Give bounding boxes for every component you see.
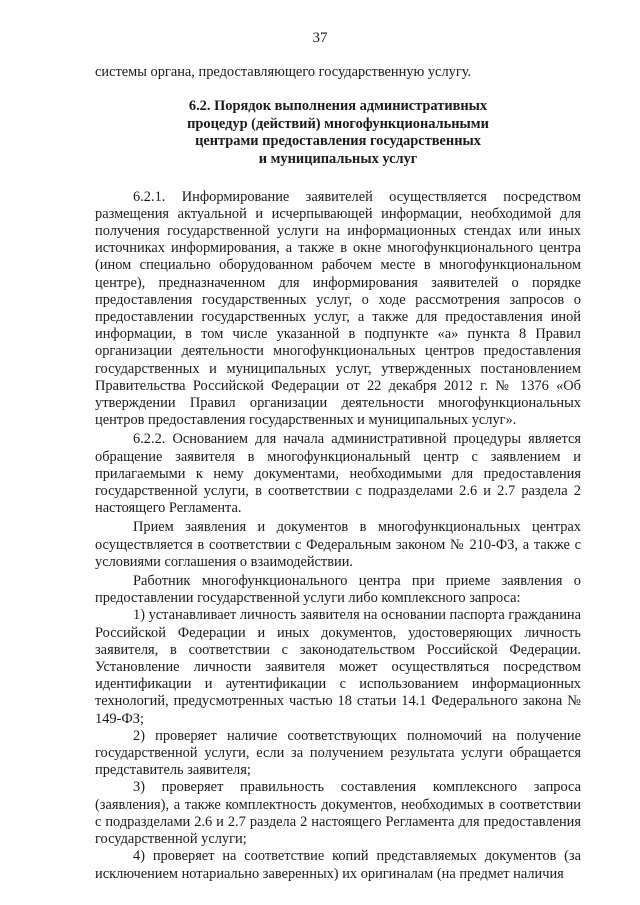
section-heading-line: 6.2. Порядок выполнения административных bbox=[188, 98, 488, 115]
list-item-2: 2) проверяет наличие соответствующих полномочий на получение государственной услуги, если за получением результата услуги обращается представитель заявителя; bbox=[95, 727, 581, 779]
document-body bbox=[95, 64, 581, 883]
paragraph-6-2-1: 6.2.1. Информирование заявителей осуществляется посредством размещения актуальной и исчерпывающей информации, необходимой для получения государственной услуги на информационных стендах или иных источниках информирования, а также в окне многофункционального центра (ином специально оборудованном рабочем месте в многофункциональном центре), предназначенном для информирования заявителей о порядке предоставления государственных услуг, о ходе рассмотрения запросов о предоставлении государственных услуг, а также для предоставления иной информации, в том числе указанной в подпункте «а» пункта 8 Правил организации деятельности многофункциональных центров предоставления государственных и муниципальных услуг, утвержденных постановлением Правительства Российской Федерации от 22 декабря 2012 г. № 1376 «Об утверждении Правил организации деятельности многофункциональных центров предоставления государственных и муниципальных услуг». bbox=[95, 188, 581, 429]
paragraph-6-2-2: 6.2.2. Основанием для начала административной процедуры является обращение заявителя в многофункциональный центр с заявлением и прилагаемыми к нему документами, необходимыми для предоставления государственной услуги, в соответствии с подразделами 2.6 и 2.7 раздела 2 настоящего Регламента. bbox=[95, 431, 581, 517]
section-heading-line: и муниципальных услуг bbox=[258, 150, 418, 167]
section-heading bbox=[95, 98, 581, 168]
list-item-3: 3) проверяет правильность составления комплексного запроса (заявления), а также комплектность документов, необходимых в соответствии с подразделами 2.6 и 2.7 раздела 2 настоящего Регламента для предоставления государственной услуги; bbox=[95, 779, 581, 848]
section-heading-line: центрами предоставления государственных bbox=[195, 133, 481, 150]
paragraph-reception: Прием заявления и документов в многофункциональных центрах осуществляется в соответствии с Федеральным законом № 210-ФЗ, а также с условиями соглашения о взаимодействии. bbox=[95, 519, 581, 570]
page-number: 37 bbox=[312, 30, 328, 46]
list-item-4: 4) проверяет на соответствие копий представляемых документов (за исключением нотариально заверенных) их оригиналам (на предмет наличия bbox=[95, 848, 581, 882]
section-heading-line: процедур (действий) многофункциональными bbox=[187, 115, 489, 132]
paragraph-worker-duties: Работник многофункционального центра при приеме заявления о предоставлении государственной услуги либо комплексного запроса: bbox=[95, 573, 581, 607]
list-item-1: 1) устанавливает личность заявителя на основании паспорта гражданина Российской Федерации и иных документов, удостоверяющих личность заявителя, в соответствии с законодательством Российской Федерации. Установление личности заявителя может осуществляться посредством идентификации и аутентификации с использованием информационных технологий, предусмотренных частью 18 статьи 14.1 Федерального закона № 149-ФЗ; bbox=[95, 607, 582, 727]
continuation-line: системы органа, предоставляющего государственную услугу. bbox=[95, 64, 472, 80]
